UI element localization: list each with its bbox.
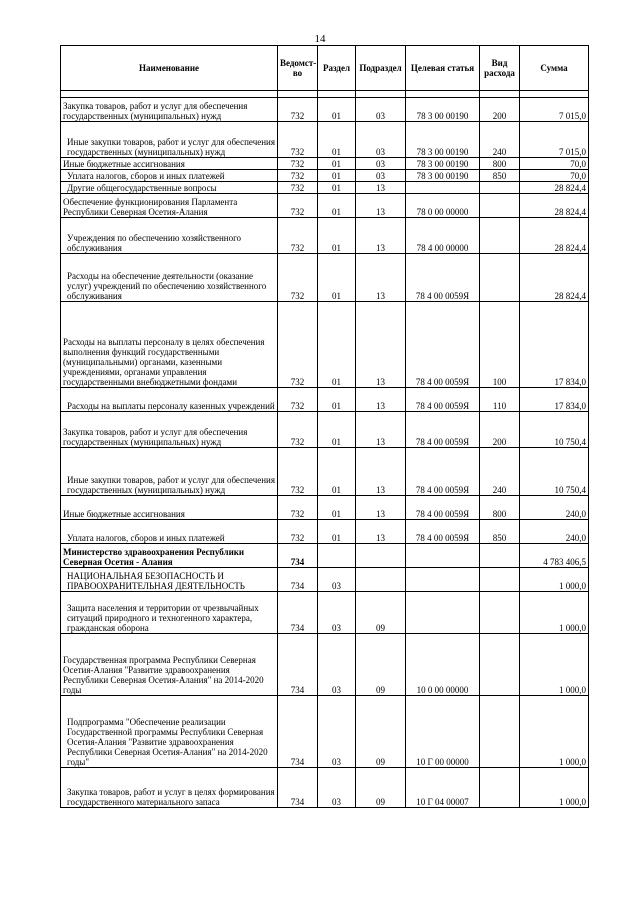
row-ministry: 732 [278, 158, 318, 170]
table-row [61, 170, 589, 182]
row-target [406, 544, 480, 568]
table-row [61, 98, 589, 122]
row-section: 01 [318, 218, 356, 254]
row-subsection: 03 [356, 98, 406, 122]
row-section [318, 544, 356, 568]
row-name: Иные закупки товаров, работ и услуг для обеспечения государственных (муниципальных) нужд [61, 122, 278, 158]
row-section: 03 [318, 634, 356, 696]
row-section: 03 [318, 592, 356, 634]
row-type: 850 [480, 520, 520, 544]
row-subsection [356, 544, 406, 568]
row-type [480, 768, 520, 808]
row-subsection: 13 [356, 388, 406, 412]
row-name: Закупка товаров, работ и услуг для обеспечения государственных (муниципальных) нужд [61, 412, 278, 448]
row-sum: 28 824,4 [520, 254, 589, 302]
table-row [61, 520, 589, 544]
row-section: 01 [318, 412, 356, 448]
row-type: 240 [480, 448, 520, 496]
table-row [61, 448, 589, 496]
row-subsection: 13 [356, 194, 406, 218]
row-ministry: 734 [278, 696, 318, 768]
table-row [61, 182, 589, 194]
header-section: Раздел [318, 46, 356, 91]
row-section: 01 [318, 122, 356, 158]
table-row [61, 302, 589, 388]
row-ministry: 732 [278, 520, 318, 544]
row-name: Учреждения по обеспечению хозяйственного обслуживания [61, 218, 278, 254]
row-target: 78 3 00 00190 [406, 158, 480, 170]
row-target: 78 4 00 0059Я [406, 302, 480, 388]
row-sum: 17 834,0 [520, 388, 589, 412]
header-name: Наименование [61, 46, 278, 91]
row-sum: 28 824,4 [520, 218, 589, 254]
row-name: Иные закупки товаров, работ и услуг для обеспечения государственных (муниципальных) нужд [61, 448, 278, 496]
row-sum: 240,0 [520, 496, 589, 520]
row-target: 78 4 00 0059Я [406, 496, 480, 520]
row-name: Закупка товаров, работ и услуг для обеспечения государственных (муниципальных) нужд [61, 98, 278, 122]
row-ministry: 732 [278, 98, 318, 122]
row-section: 03 [318, 768, 356, 808]
table-row [61, 158, 589, 170]
row-section: 01 [318, 520, 356, 544]
row-ministry: 732 [278, 218, 318, 254]
row-subsection: 09 [356, 768, 406, 808]
header-type: Вид расхода [480, 46, 520, 91]
row-type [480, 568, 520, 592]
row-type: 800 [480, 496, 520, 520]
row-sum: 7 015,0 [520, 98, 589, 122]
row-sum: 28 824,4 [520, 182, 589, 194]
row-target: 78 4 00 00000 [406, 218, 480, 254]
row-target: 78 3 00 00190 [406, 170, 480, 182]
row-name: Иные бюджетные ассигнования [61, 158, 278, 170]
header-ministry: Ведомст-во [278, 46, 318, 91]
row-name: Подпрограмма "Обеспечение реализации Государственной программы Республики Северная Осетия-Алания "Развитие здравоохранения Республики Северная Осетия-Алания" на 2014-2020 годы" [61, 696, 278, 768]
row-target: 78 4 00 0059Я [406, 520, 480, 544]
row-subsection: 13 [356, 218, 406, 254]
row-section: 01 [318, 170, 356, 182]
row-sum: 17 834,0 [520, 302, 589, 388]
row-name: Обеспечение функционирования Парламента Республики Северная Осетия-Алания [61, 194, 278, 218]
row-section: 01 [318, 158, 356, 170]
row-ministry: 732 [278, 412, 318, 448]
row-ministry: 732 [278, 496, 318, 520]
row-ministry: 732 [278, 122, 318, 158]
row-ministry: 734 [278, 768, 318, 808]
row-sum: 1 000,0 [520, 568, 589, 592]
table-row [61, 218, 589, 254]
row-name: Закупка товаров, работ и услуг в целях формирования государственного материального запаса [61, 768, 278, 808]
header-row [61, 46, 589, 91]
row-target: 78 4 00 0059Я [406, 412, 480, 448]
row-section: 01 [318, 388, 356, 412]
row-ministry: 732 [278, 302, 318, 388]
table-row [61, 592, 589, 634]
table-row [61, 122, 589, 158]
row-subsection: 13 [356, 182, 406, 194]
row-subsection: 03 [356, 122, 406, 158]
row-section: 03 [318, 568, 356, 592]
budget-table [60, 45, 589, 808]
row-name: Иные бюджетные ассигнования [61, 496, 278, 520]
row-subsection: 03 [356, 158, 406, 170]
row-name: Уплата налогов, сборов и иных платежей [61, 520, 278, 544]
row-type [480, 634, 520, 696]
row-subsection: 13 [356, 302, 406, 388]
row-subsection: 13 [356, 254, 406, 302]
table-row [61, 388, 589, 412]
table-row [61, 696, 589, 768]
row-type: 110 [480, 388, 520, 412]
row-sum: 10 750,4 [520, 448, 589, 496]
table-row [61, 544, 589, 568]
row-type: 200 [480, 98, 520, 122]
row-subsection: 13 [356, 520, 406, 544]
row-target: 10 Г 04 00007 [406, 768, 480, 808]
row-sum: 4 783 406,5 [520, 544, 589, 568]
row-sum: 10 750,4 [520, 412, 589, 448]
row-name: Расходы на выплаты персоналу казенных учреждений [61, 388, 278, 412]
row-type [480, 182, 520, 194]
table-row [61, 634, 589, 696]
table-row [61, 254, 589, 302]
row-sum: 1 000,0 [520, 768, 589, 808]
row-name: Расходы на обеспечение деятельности (оказание услуг) учреждений по обеспечению хозяйственного обслуживания [61, 254, 278, 302]
row-target: 78 4 00 0059Я [406, 388, 480, 412]
header-sum: Сумма [520, 46, 589, 91]
row-target: 78 4 00 0059Я [406, 254, 480, 302]
row-section: 01 [318, 302, 356, 388]
row-type: 100 [480, 302, 520, 388]
page-number: 14 [314, 33, 326, 45]
row-section: 01 [318, 496, 356, 520]
row-type [480, 696, 520, 768]
row-ministry: 732 [278, 448, 318, 496]
row-ministry: 732 [278, 170, 318, 182]
row-name: Защита населения и территории от чрезвычайных ситуаций природного и техногенного характера, гражданская оборона [61, 592, 278, 634]
row-sum: 70,0 [520, 170, 589, 182]
spacer-row [61, 91, 589, 98]
row-type: 240 [480, 122, 520, 158]
table-row [61, 568, 589, 592]
table-row [61, 412, 589, 448]
row-name: Министерство здравоохранения Республики Северная Осетия - Алания [61, 544, 278, 568]
row-target: 78 4 00 0059Я [406, 448, 480, 496]
row-subsection [356, 568, 406, 592]
row-section: 01 [318, 182, 356, 194]
row-ministry: 734 [278, 634, 318, 696]
row-type [480, 592, 520, 634]
table-row [61, 768, 589, 808]
row-target [406, 182, 480, 194]
row-subsection: 09 [356, 592, 406, 634]
row-section: 03 [318, 696, 356, 768]
row-name: Государственная программа Республики Северная Осетия-Алания "Развитие здравоохранения Республики Северная Осетия-Алания" на 2014-2020 годы [61, 634, 278, 696]
row-section: 01 [318, 254, 356, 302]
row-subsection: 03 [356, 170, 406, 182]
row-ministry: 732 [278, 254, 318, 302]
row-sum: 70,0 [520, 158, 589, 170]
row-name: Уплата налогов, сборов и иных платежей [61, 170, 278, 182]
row-type [480, 544, 520, 568]
table-row [61, 496, 589, 520]
row-target: 78 3 00 00190 [406, 122, 480, 158]
row-type [480, 218, 520, 254]
row-sum: 1 000,0 [520, 634, 589, 696]
row-name: Расходы на выплаты персоналу в целях обеспечения выполнения функций государственными (муниципальными) органами, казенными учреждениями, органами управления государственными внебюджетными фондами [61, 302, 278, 388]
row-ministry: 734 [278, 568, 318, 592]
row-type: 850 [480, 170, 520, 182]
row-type: 800 [480, 158, 520, 170]
row-ministry: 734 [278, 592, 318, 634]
row-target: 78 3 00 00190 [406, 98, 480, 122]
row-subsection: 09 [356, 634, 406, 696]
row-subsection: 13 [356, 412, 406, 448]
row-subsection: 09 [356, 696, 406, 768]
row-type: 200 [480, 412, 520, 448]
row-section: 01 [318, 448, 356, 496]
row-sum: 240,0 [520, 520, 589, 544]
row-subsection: 13 [356, 496, 406, 520]
row-name: Другие общегосударственные вопросы [61, 182, 278, 194]
row-target: 10 0 00 00000 [406, 634, 480, 696]
row-sum: 1 000,0 [520, 696, 589, 768]
row-ministry: 732 [278, 388, 318, 412]
header-subsection: Подраздел [356, 46, 406, 91]
row-name: НАЦИОНАЛЬНАЯ БЕЗОПАСНОСТЬ И ПРАВООХРАНИТЕЛЬНАЯ ДЕЯТЕЛЬНОСТЬ [61, 568, 278, 592]
row-type [480, 194, 520, 218]
row-section: 01 [318, 194, 356, 218]
row-sum: 7 015,0 [520, 122, 589, 158]
row-target: 10 Г 00 00000 [406, 696, 480, 768]
row-subsection: 13 [356, 448, 406, 496]
row-section: 01 [318, 98, 356, 122]
row-ministry: 732 [278, 182, 318, 194]
table-row [61, 194, 589, 218]
row-sum: 1 000,0 [520, 592, 589, 634]
row-sum: 28 824,4 [520, 194, 589, 218]
row-type [480, 254, 520, 302]
row-target: 78 0 00 00000 [406, 194, 480, 218]
row-ministry: 734 [278, 544, 318, 568]
header-target: Целевая статья [406, 46, 480, 91]
row-ministry: 732 [278, 194, 318, 218]
row-target [406, 592, 480, 634]
row-target [406, 568, 480, 592]
